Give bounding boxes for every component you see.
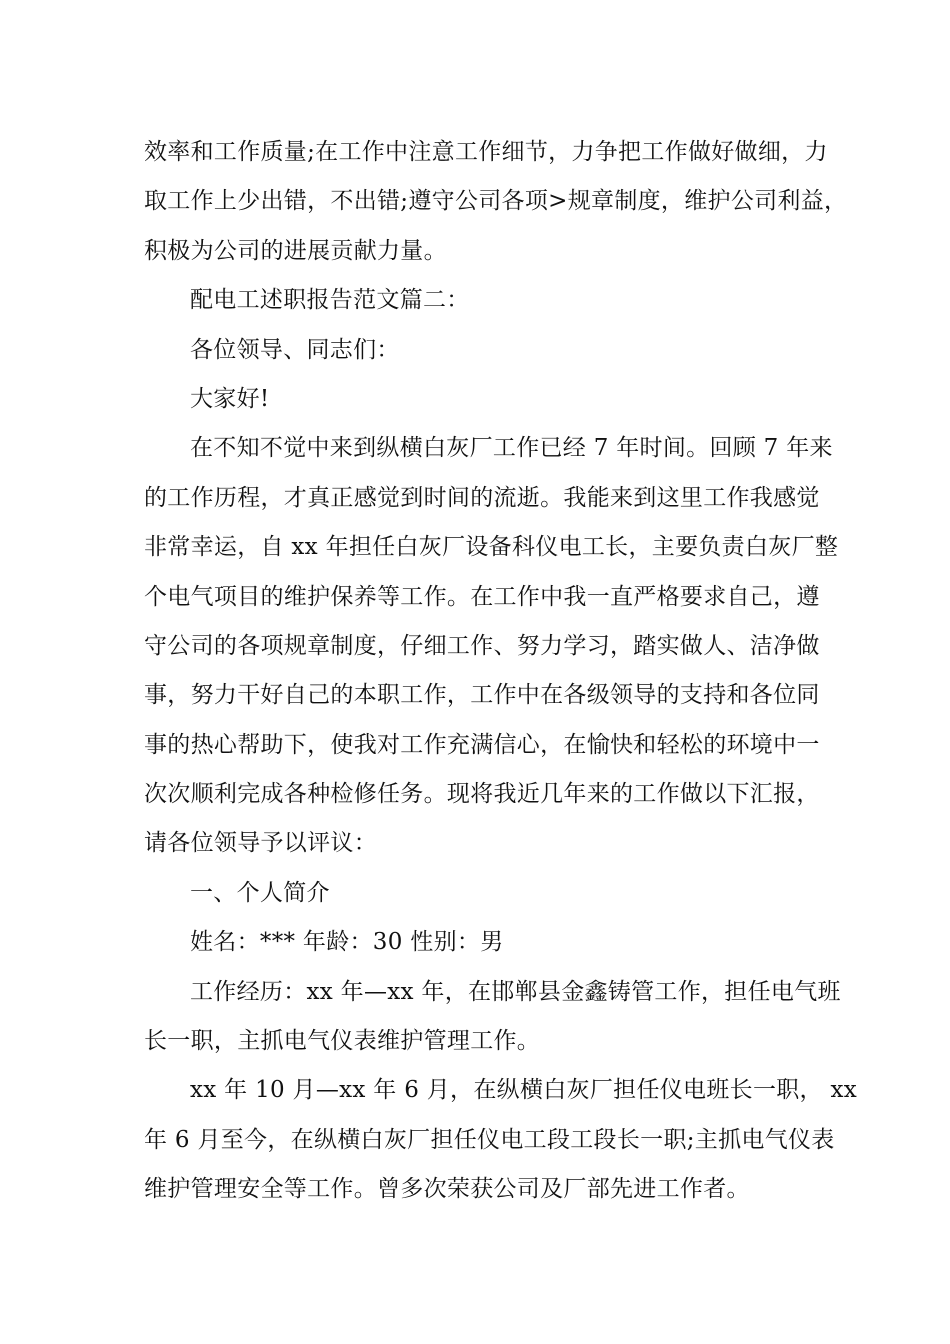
work-history-line: 长一职，主抓电气仪表维护管理工作。 bbox=[144, 1028, 541, 1055]
work-history-line: xx 年 10 月—xx 年 6 月，在纵横白灰厂担任仪电班长一职， xx bbox=[190, 1077, 858, 1104]
body-text-line: 守公司的各项规章制度，仔细工作、努力学习，踏实做人、洁净做 bbox=[144, 632, 820, 659]
subsection-heading: 一、个人简介 bbox=[190, 879, 330, 906]
body-text-line: 个电气项目的维护保养等工作。在工作中我一直严格要求自己，遵 bbox=[144, 583, 820, 610]
body-text-line: 在不知不觉中来到纵横白灰厂工作已经 7 年时间。回顾 7 年来 bbox=[190, 435, 833, 462]
body-text-line: 次次顺利完成各种检修任务。现将我近几年来的工作做以下汇报， bbox=[144, 781, 820, 808]
body-text-line: 请各位领导予以评议： bbox=[144, 830, 377, 857]
document-page bbox=[144, 128, 858, 1215]
body-text-line: 非常幸运，自 xx 年担任白灰厂设备科仪电工长，主要负责白灰厂整 bbox=[144, 534, 839, 561]
work-history-line: 工作经历：xx 年—xx 年，在邯郸县金鑫铸管工作，担任电气班 bbox=[190, 978, 841, 1005]
salutation: 各位领导、同志们： bbox=[190, 336, 400, 363]
body-text-line: 积极为公司的进展贡献力量。 bbox=[144, 237, 447, 264]
work-history-line: 维护管理安全等工作。曾多次荣获公司及厂部先进工作者。 bbox=[144, 1176, 750, 1203]
work-history-line: 年 6 月至今，在纵横白灰厂担任仪电工段工段长一职;主抓电气仪表 bbox=[144, 1126, 835, 1153]
body-text-line: 取工作上少出错，不出错;遵守公司各项>规章制度，维护公司利益， bbox=[144, 188, 848, 215]
body-text-line: 的工作历程，才真正感觉到时间的流逝。我能来到这里工作我感觉 bbox=[144, 484, 820, 511]
body-text-line: 事的热心帮助下，使我对工作充满信心，在愉快和轻松的环境中一 bbox=[144, 731, 820, 758]
body-text-line: 效率和工作质量;在工作中注意工作细节，力争把工作做好做细，力 bbox=[144, 139, 828, 165]
body-text-line: 事，努力干好自己的本职工作，工作中在各级领导的支持和各位同 bbox=[144, 682, 820, 709]
greeting: 大家好! bbox=[190, 385, 270, 412]
section-heading: 配电工述职报告范文篇二： bbox=[190, 287, 470, 314]
personal-info-line: 姓名：*** 年龄：30 性别：男 bbox=[190, 929, 504, 956]
